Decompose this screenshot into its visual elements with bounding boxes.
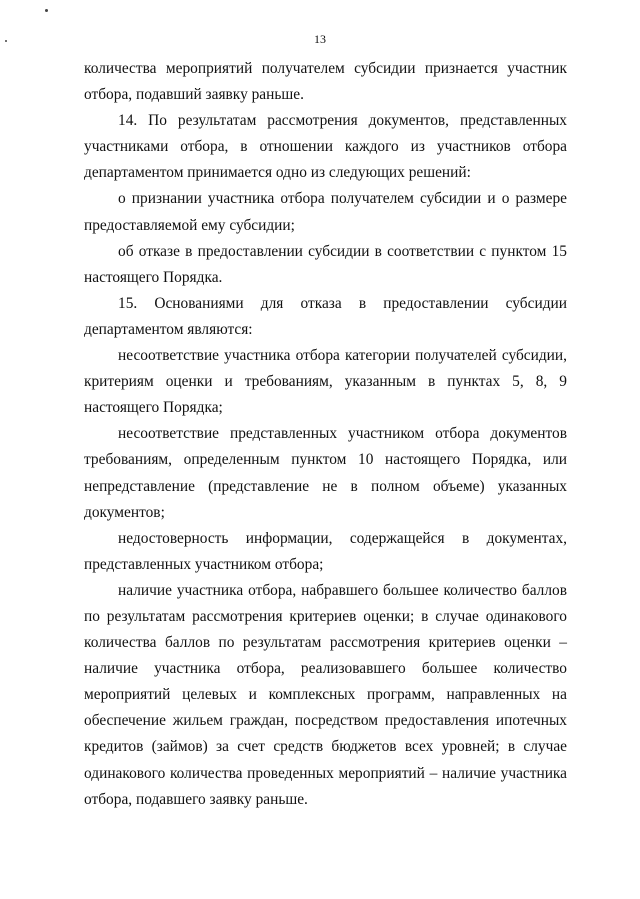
paragraph-ground-category: несоответствие участника отбора категории получателей субсидии, критериям оценки и требованиям, указанным в пунктах 5, 8, 9 настоящего Порядка; xyxy=(84,347,567,417)
document-body xyxy=(84,56,567,813)
paragraph-decision-refusal: об отказе в предоставлении субсидии в соответствии с пунктом 15 настоящего Порядка. xyxy=(84,242,567,286)
paragraph-continuation: количества мероприятий получателем субсидии признается участник отбора, подавший заявку раньше. xyxy=(84,60,567,104)
paragraph-ground-unreliable-info: недостоверность информации, содержащейся в документах, представленных участником отбора; xyxy=(84,529,567,573)
paragraph-ground-higher-score: наличие участника отбора, набравшего большее количество баллов по результатам рассмотрения критериев оценки; в случае одинакового количества баллов по результатам рассмотрения критериев оценки – наличие участника отбора, реализовавшего большее количество мероприятий целевых и комплексных программ, направленных на обеспечение жильем граждан, посредством предоставления ипотечных кредитов (займов) за счет средств бюджетов всех уровней; в случае одинакового количества проведенных мероприятий – наличие участника отбора, подавшего заявку раньше. xyxy=(84,581,567,808)
paragraph-ground-documents: несоответствие представленных участником отбора документов требованиям, определенным пунктом 10 настоящего Порядка, или непредставление (представление не в полном объеме) указанных документов; xyxy=(84,425,567,521)
scan-mark-top xyxy=(45,9,48,12)
paragraph-item-14: 14. По результатам рассмотрения документов, представленных участниками отбора, в отношении каждого из участников отбора департаментом принимается одно из следующих решений: xyxy=(84,112,567,182)
page-number: 13 xyxy=(314,32,326,46)
paragraph-item-15: 15. Основаниями для отказа в предоставлении субсидии департаментом являются: xyxy=(84,294,567,338)
paragraph-decision-grant: о признании участника отбора получателем субсидии и о размере предоставляемой ему субсидии; xyxy=(84,190,567,234)
